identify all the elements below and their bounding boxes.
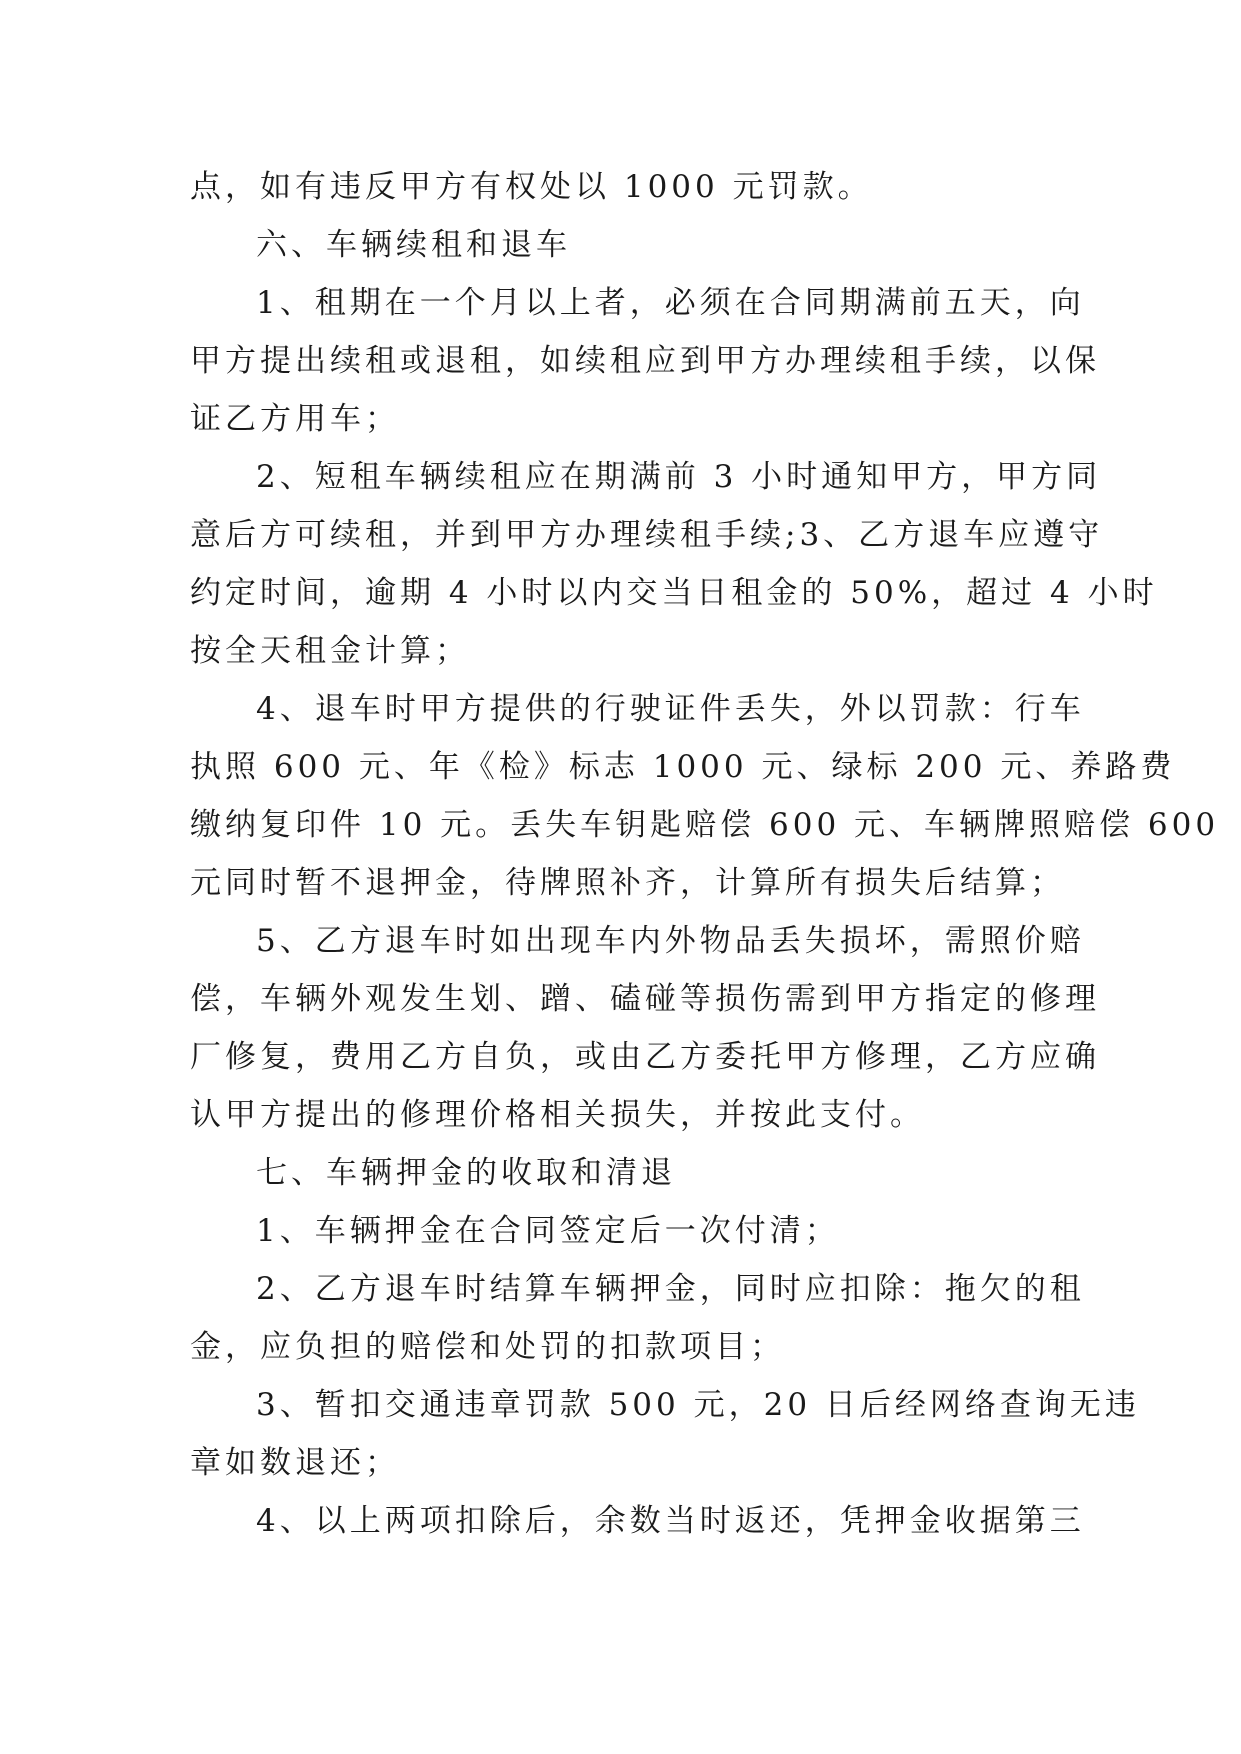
text-line: 厂修复，费用乙方自负，或由乙方委托甲方修理，乙方应确 — [190, 1039, 1100, 1075]
text-line: 5、乙方退车时如出现车内外物品丢失损坏，需照价赔 — [256, 923, 1085, 959]
text-line: 金，应负担的赔偿和处罚的扣款项目； — [190, 1329, 785, 1365]
text-line: 章如数退还； — [190, 1445, 400, 1481]
text-line: 证乙方用车； — [190, 401, 400, 437]
text-line: 点，如有违反甲方有权处以 1000 元罚款。 — [190, 169, 873, 205]
text-line: 意后方可续租，并到甲方办理续租手续;3、乙方退车应遵守 — [190, 517, 1104, 553]
text-line: 1、租期在一个月以上者，必须在合同期满前五天，向 — [256, 285, 1085, 321]
text-line: 4、退车时甲方提供的行驶证件丢失，外以罚款：行车 — [256, 691, 1085, 727]
text-line: 认甲方提出的修理价格相关损失，并按此支付。 — [190, 1097, 925, 1133]
text-line: 2、乙方退车时结算车辆押金，同时应扣除：拖欠的租 — [256, 1271, 1085, 1307]
text-line: 元同时暂不退押金，待牌照补齐，计算所有损失后结算； — [190, 865, 1065, 901]
section-heading: 七、车辆押金的收取和清退 — [256, 1155, 676, 1191]
text-line: 按全天租金计算； — [190, 633, 470, 669]
text-line: 执照 600 元、年《检》标志 1000 元、绿标 200 元、养路费 — [190, 749, 1176, 785]
text-line: 缴纳复印件 10 元。丢失车钥匙赔偿 600 元、车辆牌照赔偿 600 — [190, 807, 1220, 843]
text-line: 2、短租车辆续租应在期满前 3 小时通知甲方，甲方同 — [256, 459, 1102, 495]
text-line: 甲方提出续租或退租，如续租应到甲方办理续租手续，以保 — [190, 343, 1100, 379]
text-line: 1、车辆押金在合同签定后一次付清； — [256, 1213, 840, 1249]
section-heading: 六、车辆续租和退车 — [256, 227, 571, 263]
document-body — [190, 158, 1220, 1550]
text-line: 偿，车辆外观发生划、蹭、磕碰等损伤需到甲方指定的修理 — [190, 981, 1100, 1017]
text-line: 3、暂扣交通违章罚款 500 元，20 日后经网络查询无违 — [256, 1387, 1140, 1423]
text-line: 约定时间，逾期 4 小时以内交当日租金的 50%，超过 4 小时 — [190, 575, 1158, 611]
text-line: 4、以上两项扣除后，余数当时返还，凭押金收据第三 — [256, 1503, 1085, 1539]
